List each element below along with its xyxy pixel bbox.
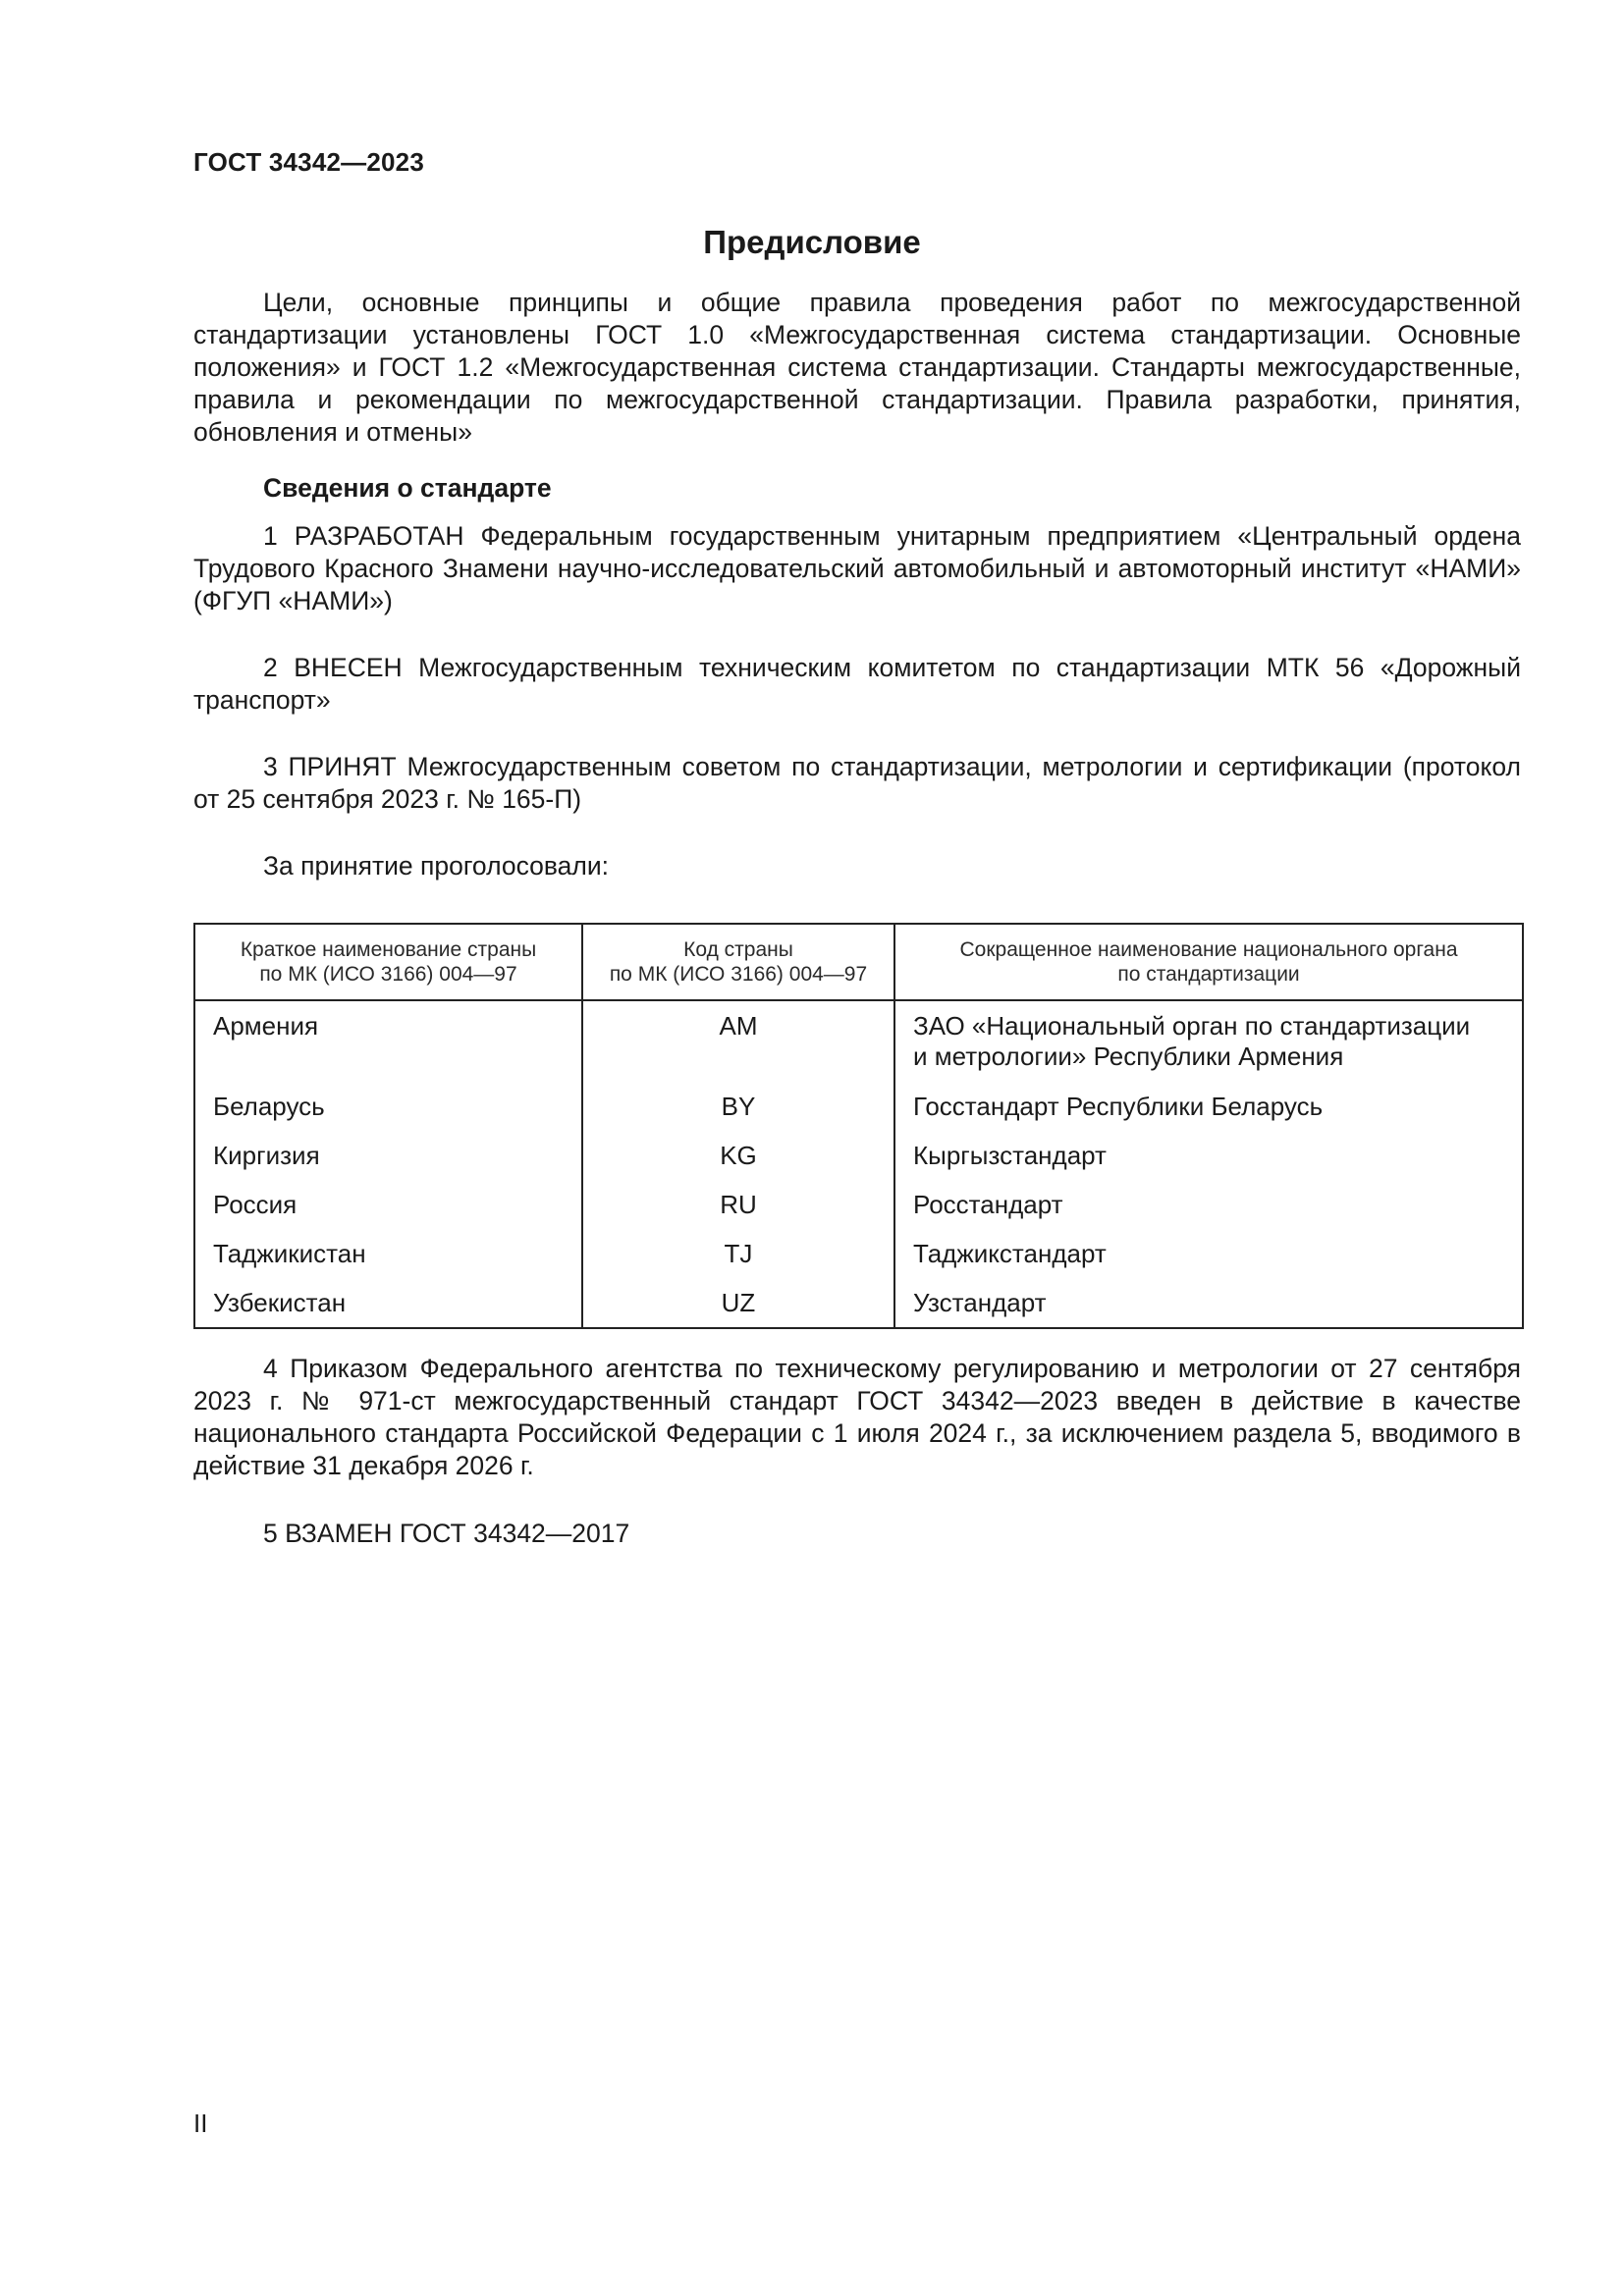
body-cell: Узстандарт bbox=[894, 1288, 1523, 1328]
table-row bbox=[194, 1000, 1523, 1092]
body-cell: Таджикстандарт bbox=[894, 1239, 1523, 1288]
info-heading: Сведения о стандарте bbox=[263, 473, 552, 503]
country-cell: Беларусь bbox=[194, 1092, 582, 1141]
country-cell: Киргизия bbox=[194, 1141, 582, 1190]
document-code: ГОСТ 34342—2023 bbox=[193, 147, 424, 177]
page-number: II bbox=[193, 2109, 208, 2138]
code-cell: RU bbox=[582, 1190, 894, 1239]
table-row bbox=[194, 1190, 1523, 1239]
code-cell: KG bbox=[582, 1141, 894, 1190]
header-national-body: Сокращенное наименование национального органа по стандартизации bbox=[894, 924, 1523, 1000]
body-cell: Росстандарт bbox=[894, 1190, 1523, 1239]
country-cell: Армения bbox=[194, 1000, 582, 1092]
table-row bbox=[194, 1239, 1523, 1288]
code-cell: AM bbox=[582, 1000, 894, 1092]
item-replaces: 5 ВЗАМЕН ГОСТ 34342—2017 bbox=[263, 1519, 630, 1548]
body-cell: ЗАО «Национальный орган по стандартизации и метрологии» Республики Армения bbox=[894, 1000, 1523, 1092]
intro-paragraph: Цели, основные принципы и общие правила проведения работ по межгосударственной стандартизации установлены ГОСТ 1.0 «Межгосударственная система стандартизации. Основные положения» и ГОСТ 1.2 «Межгосударственная система стандартизации. Стандарты межгосударственные, правила и рекомендации по межгосударственной стандартизации. Правила разработки, принятия, обновления и отмены» bbox=[193, 288, 1521, 447]
code-cell: UZ bbox=[582, 1288, 894, 1328]
code-cell: BY bbox=[582, 1092, 894, 1141]
item-introduced: 2 ВНЕСЕН Межгосударственным техническим комитетом по стандартизации МТК 56 «Дорожный транспорт» bbox=[193, 653, 1521, 715]
page-title: Предисловие bbox=[703, 224, 921, 260]
country-cell: Узбекистан bbox=[194, 1288, 582, 1328]
country-cell: Таджикистан bbox=[194, 1239, 582, 1288]
table-row bbox=[194, 1141, 1523, 1190]
country-cell: Россия bbox=[194, 1190, 582, 1239]
table-row bbox=[194, 1288, 1523, 1328]
body-cell: Госстандарт Республики Беларусь bbox=[894, 1092, 1523, 1141]
item-adopted: 3 ПРИНЯТ Межгосударственным советом по стандартизации, метрологии и сертификации (протокол от 25 сентября 2023 г. № 165-П) bbox=[193, 752, 1521, 814]
item-developed: 1 РАЗРАБОТАН Федеральным государственным унитарным предприятием «Центральный ордена Трудового Красного Знамени научно-исследовательский автомобильный и автомоторный институт «НАМИ» (ФГУП «НАМИ») bbox=[193, 521, 1521, 615]
item-order: 4 Приказом Федерального агентства по техническому регулированию и метрологии от 27 сентября 2023 г. № 971-ст межгосударственный стандарт ГОСТ 34342—2023 введен в действие в качестве национального стандарта Российской Федерации с 1 июля 2024 г., за исключением раздела 5, вводимого в действие 31 декабря 2026 г. bbox=[193, 1354, 1521, 1480]
header-country-code: Код страны по МК (ИСО 3166) 004—97 bbox=[582, 924, 894, 1000]
voted-label: За принятие проголосовали: bbox=[263, 851, 610, 881]
voting-states-table bbox=[193, 923, 1524, 1329]
code-cell: TJ bbox=[582, 1239, 894, 1288]
table-row bbox=[194, 1092, 1523, 1141]
header-country-name: Краткое наименование страны по МК (ИСО 3166) 004—97 bbox=[194, 924, 582, 1000]
body-cell: Кыргызстандарт bbox=[894, 1141, 1523, 1190]
table-header-row bbox=[194, 924, 1523, 1000]
